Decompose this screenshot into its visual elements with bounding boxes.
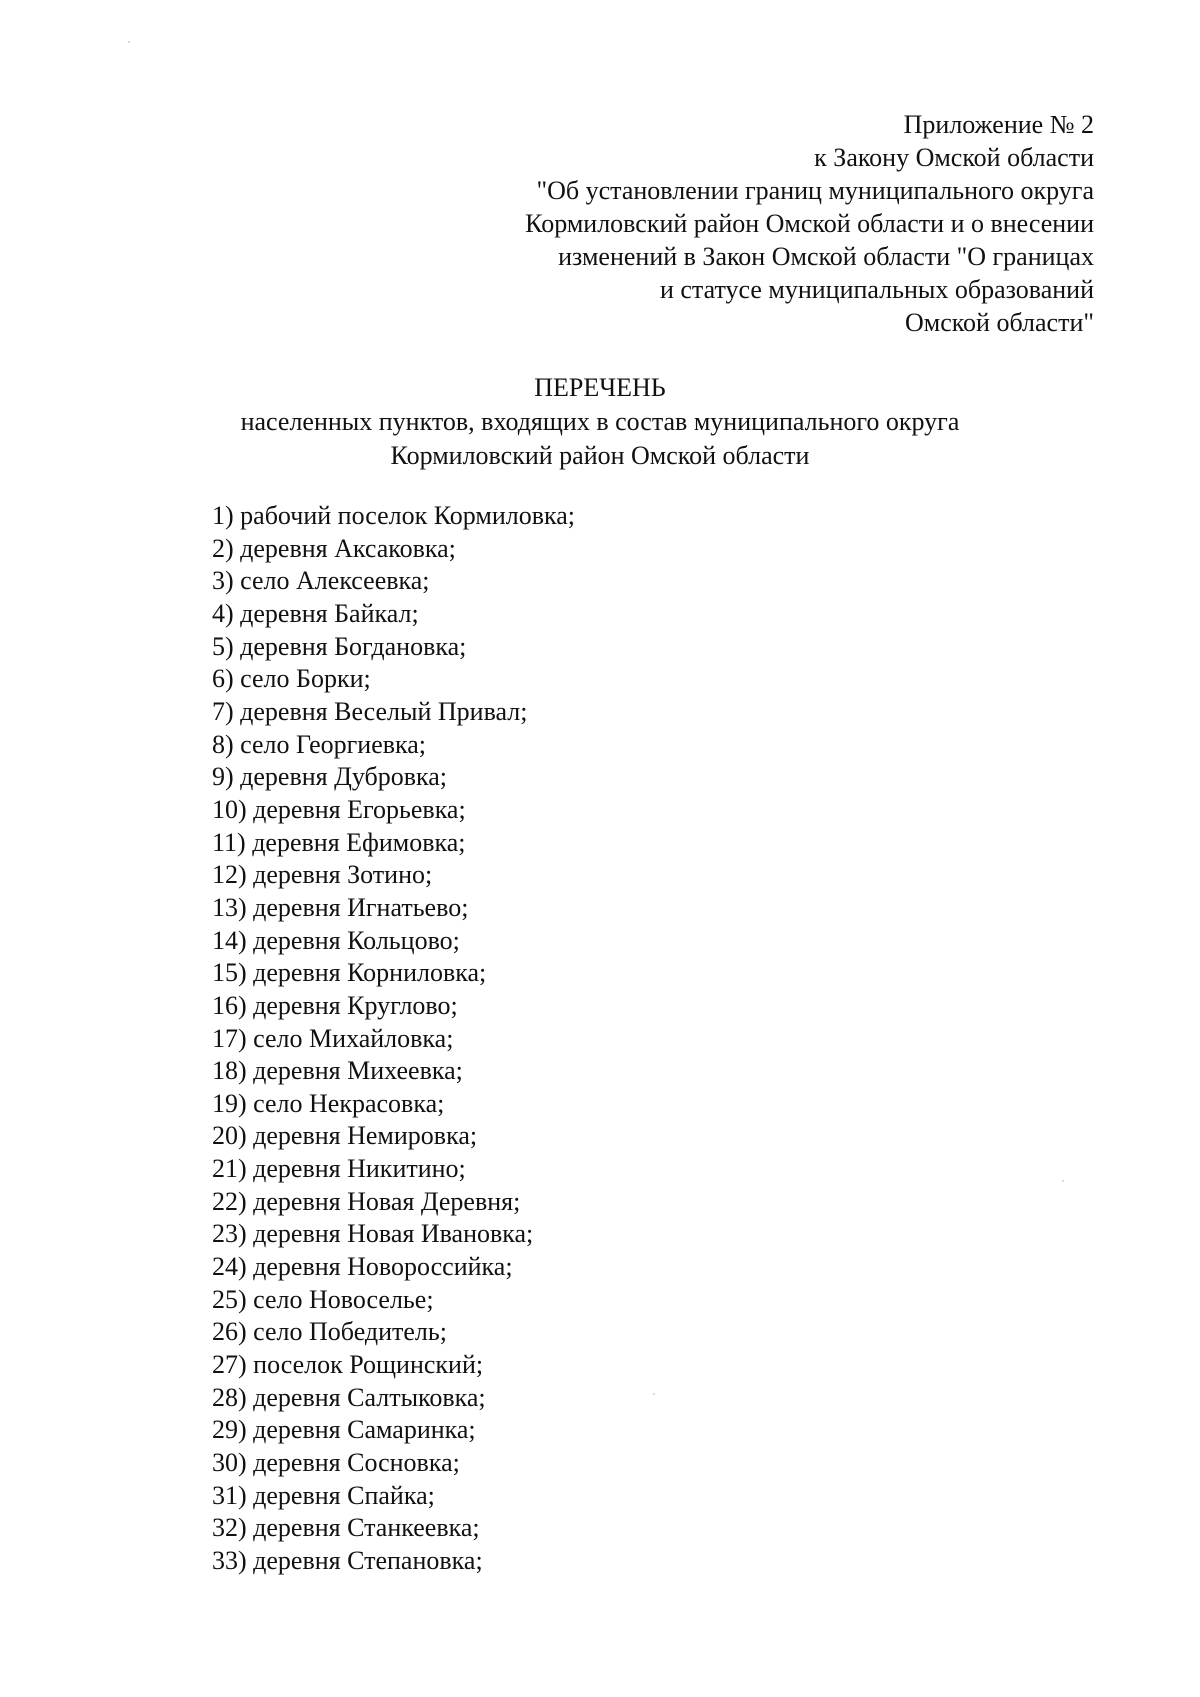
list-item: 17) село Михайловка; — [212, 1023, 454, 1053]
list-item: 20) деревня Немировка; — [212, 1121, 478, 1151]
list-item: 8) село Георгиевка; — [212, 729, 427, 759]
appendix-line: и статусе муниципальных образований — [659, 275, 1094, 304]
list-item: 24) деревня Новороссийка; — [212, 1252, 513, 1282]
list-item: 27) поселок Рощинский; — [212, 1350, 484, 1380]
scan-speck — [1062, 1180, 1064, 1182]
appendix-line: к Закону Омской области — [814, 143, 1094, 172]
appendix-reference-block — [374, 108, 1094, 339]
list-item: 29) деревня Самаринка; — [212, 1415, 476, 1445]
list-item: 19) село Некрасовка; — [212, 1088, 445, 1118]
list-item: 13) деревня Игнатьево; — [212, 892, 469, 922]
list-item: 9) деревня Дубровка; — [212, 762, 448, 792]
document-subtitle-line-2: Кормиловский район Омской области — [390, 441, 810, 470]
appendix-line: Приложение № 2 — [903, 110, 1094, 139]
scan-speck — [128, 41, 130, 43]
appendix-line: изменений в Закон Омской области "О границах — [558, 242, 1094, 271]
list-item: 3) село Алексеевка; — [212, 566, 430, 596]
list-item: 4) деревня Байкал; — [212, 598, 419, 628]
list-item: 21) деревня Никитино; — [212, 1154, 466, 1184]
list-item: 15) деревня Корниловка; — [212, 958, 487, 988]
list-item: 11) деревня Ефимовка; — [212, 827, 466, 857]
appendix-line: Омской области" — [904, 308, 1094, 337]
list-item: 12) деревня Зотино; — [212, 860, 433, 890]
list-item: 26) село Победитель; — [212, 1317, 447, 1347]
list-item: 30) деревня Сосновка; — [212, 1448, 460, 1478]
list-item: 18) деревня Михеевка; — [212, 1056, 463, 1086]
list-item: 7) деревня Веселый Привал; — [212, 696, 528, 726]
document-heading — [0, 371, 1200, 473]
list-item: 23) деревня Новая Ивановка; — [212, 1219, 534, 1249]
list-item: 22) деревня Новая Деревня; — [212, 1186, 521, 1216]
appendix-line: "Об установлении границ муниципального округа — [536, 176, 1094, 205]
document-subtitle-line-1: населенных пунктов, входящих в состав муниципального округа — [240, 407, 960, 436]
scan-speck — [653, 1393, 655, 1395]
settlement-list — [212, 500, 575, 1578]
appendix-line: Кормиловский район Омской области и о внесении — [525, 209, 1094, 238]
list-item: 5) деревня Богдановка; — [212, 631, 467, 661]
list-item: 33) деревня Степановка; — [212, 1546, 483, 1575]
list-item: 31) деревня Спайка; — [212, 1480, 435, 1510]
list-item: 10) деревня Егорьевка; — [212, 794, 466, 824]
list-item: 6) село Борки; — [212, 664, 371, 694]
list-item: 1) рабочий поселок Кормиловка; — [212, 501, 575, 530]
list-item: 25) село Новоселье; — [212, 1284, 434, 1314]
list-item: 28) деревня Салтыковка; — [212, 1382, 486, 1412]
document-title: ПЕРЕЧЕНЬ — [534, 373, 666, 402]
list-item: 32) деревня Станкеевка; — [212, 1513, 480, 1543]
list-item: 14) деревня Кольцово; — [212, 925, 460, 955]
list-item: 16) деревня Круглово; — [212, 990, 458, 1020]
list-item: 2) деревня Аксаковка; — [212, 533, 456, 563]
